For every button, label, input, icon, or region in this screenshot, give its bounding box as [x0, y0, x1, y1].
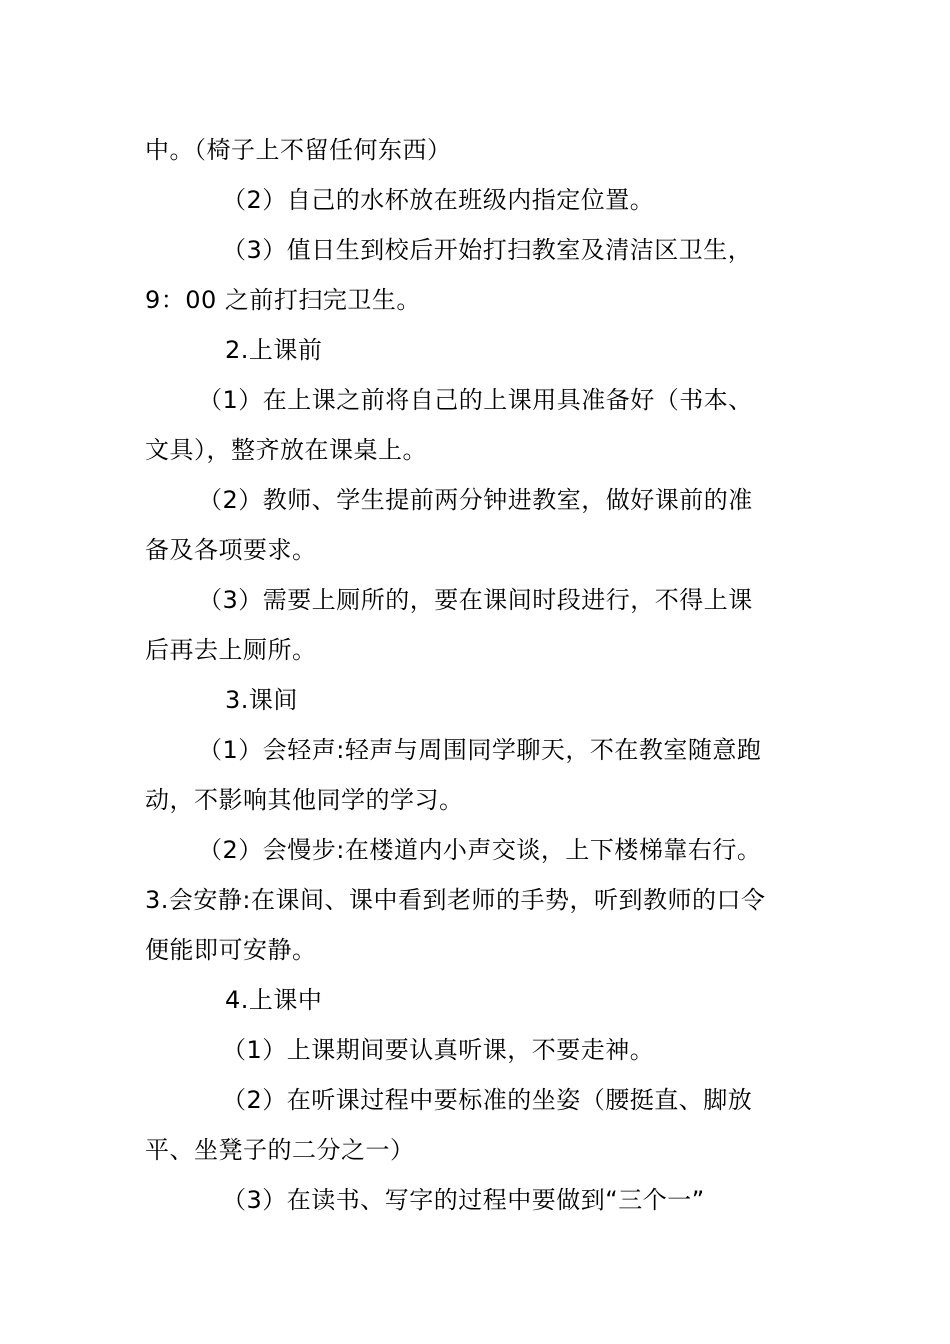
text-line-14: 动，不影响其他同学的学习。: [145, 786, 464, 814]
text-line-17: 便能即可安静。: [145, 936, 317, 964]
text-line-19: （1）上课期间要认真听课，不要走神。: [222, 1036, 655, 1064]
text-line-8: （2）教师、学生提前两分钟进教室，做好课前的准: [198, 486, 753, 514]
text-line-1: 中。（椅子上不留任何东西）: [145, 136, 452, 164]
text-line-4: 9：00 之前打扫完卫生。: [145, 286, 421, 314]
text-line-20: （2）在听课过程中要标准的坐姿（腰挺直、脚放: [222, 1086, 753, 1114]
text-line-10: （3）需要上厕所的，要在课间时段进行，不得上课: [198, 586, 753, 614]
text-line-16: 3.会安静:在课间、课中看到老师的手势，听到教师的口令: [145, 886, 766, 914]
section-heading-4: 4.上课中: [225, 986, 323, 1014]
section-heading-2: 2.上课前: [225, 336, 323, 364]
text-line-22: （3）在读书、写字的过程中要做到“三个一”: [222, 1186, 705, 1214]
text-line-15: （2）会慢步:在楼道内小声交谈，上下楼梯靠右行。: [198, 836, 762, 864]
text-line-21: 平、坐凳子的二分之一）: [145, 1136, 415, 1164]
text-line-11: 后再去上厕所。: [145, 636, 317, 664]
text-line-13: （1）会轻声:轻声与周围同学聊天，不在教室随意跑: [198, 736, 762, 764]
section-heading-3: 3.课间: [225, 686, 298, 714]
text-line-7: 文具），整齐放在课桌上。: [145, 436, 427, 464]
text-line-9: 备及各项要求。: [145, 536, 317, 564]
text-line-2: （2）自己的水杯放在班级内指定位置。: [222, 186, 655, 214]
text-line-6: （1）在上课之前将自己的上课用具准备好（书本、: [198, 386, 753, 414]
text-line-3: （3）值日生到校后开始打扫教室及清洁区卫生，: [222, 236, 753, 264]
